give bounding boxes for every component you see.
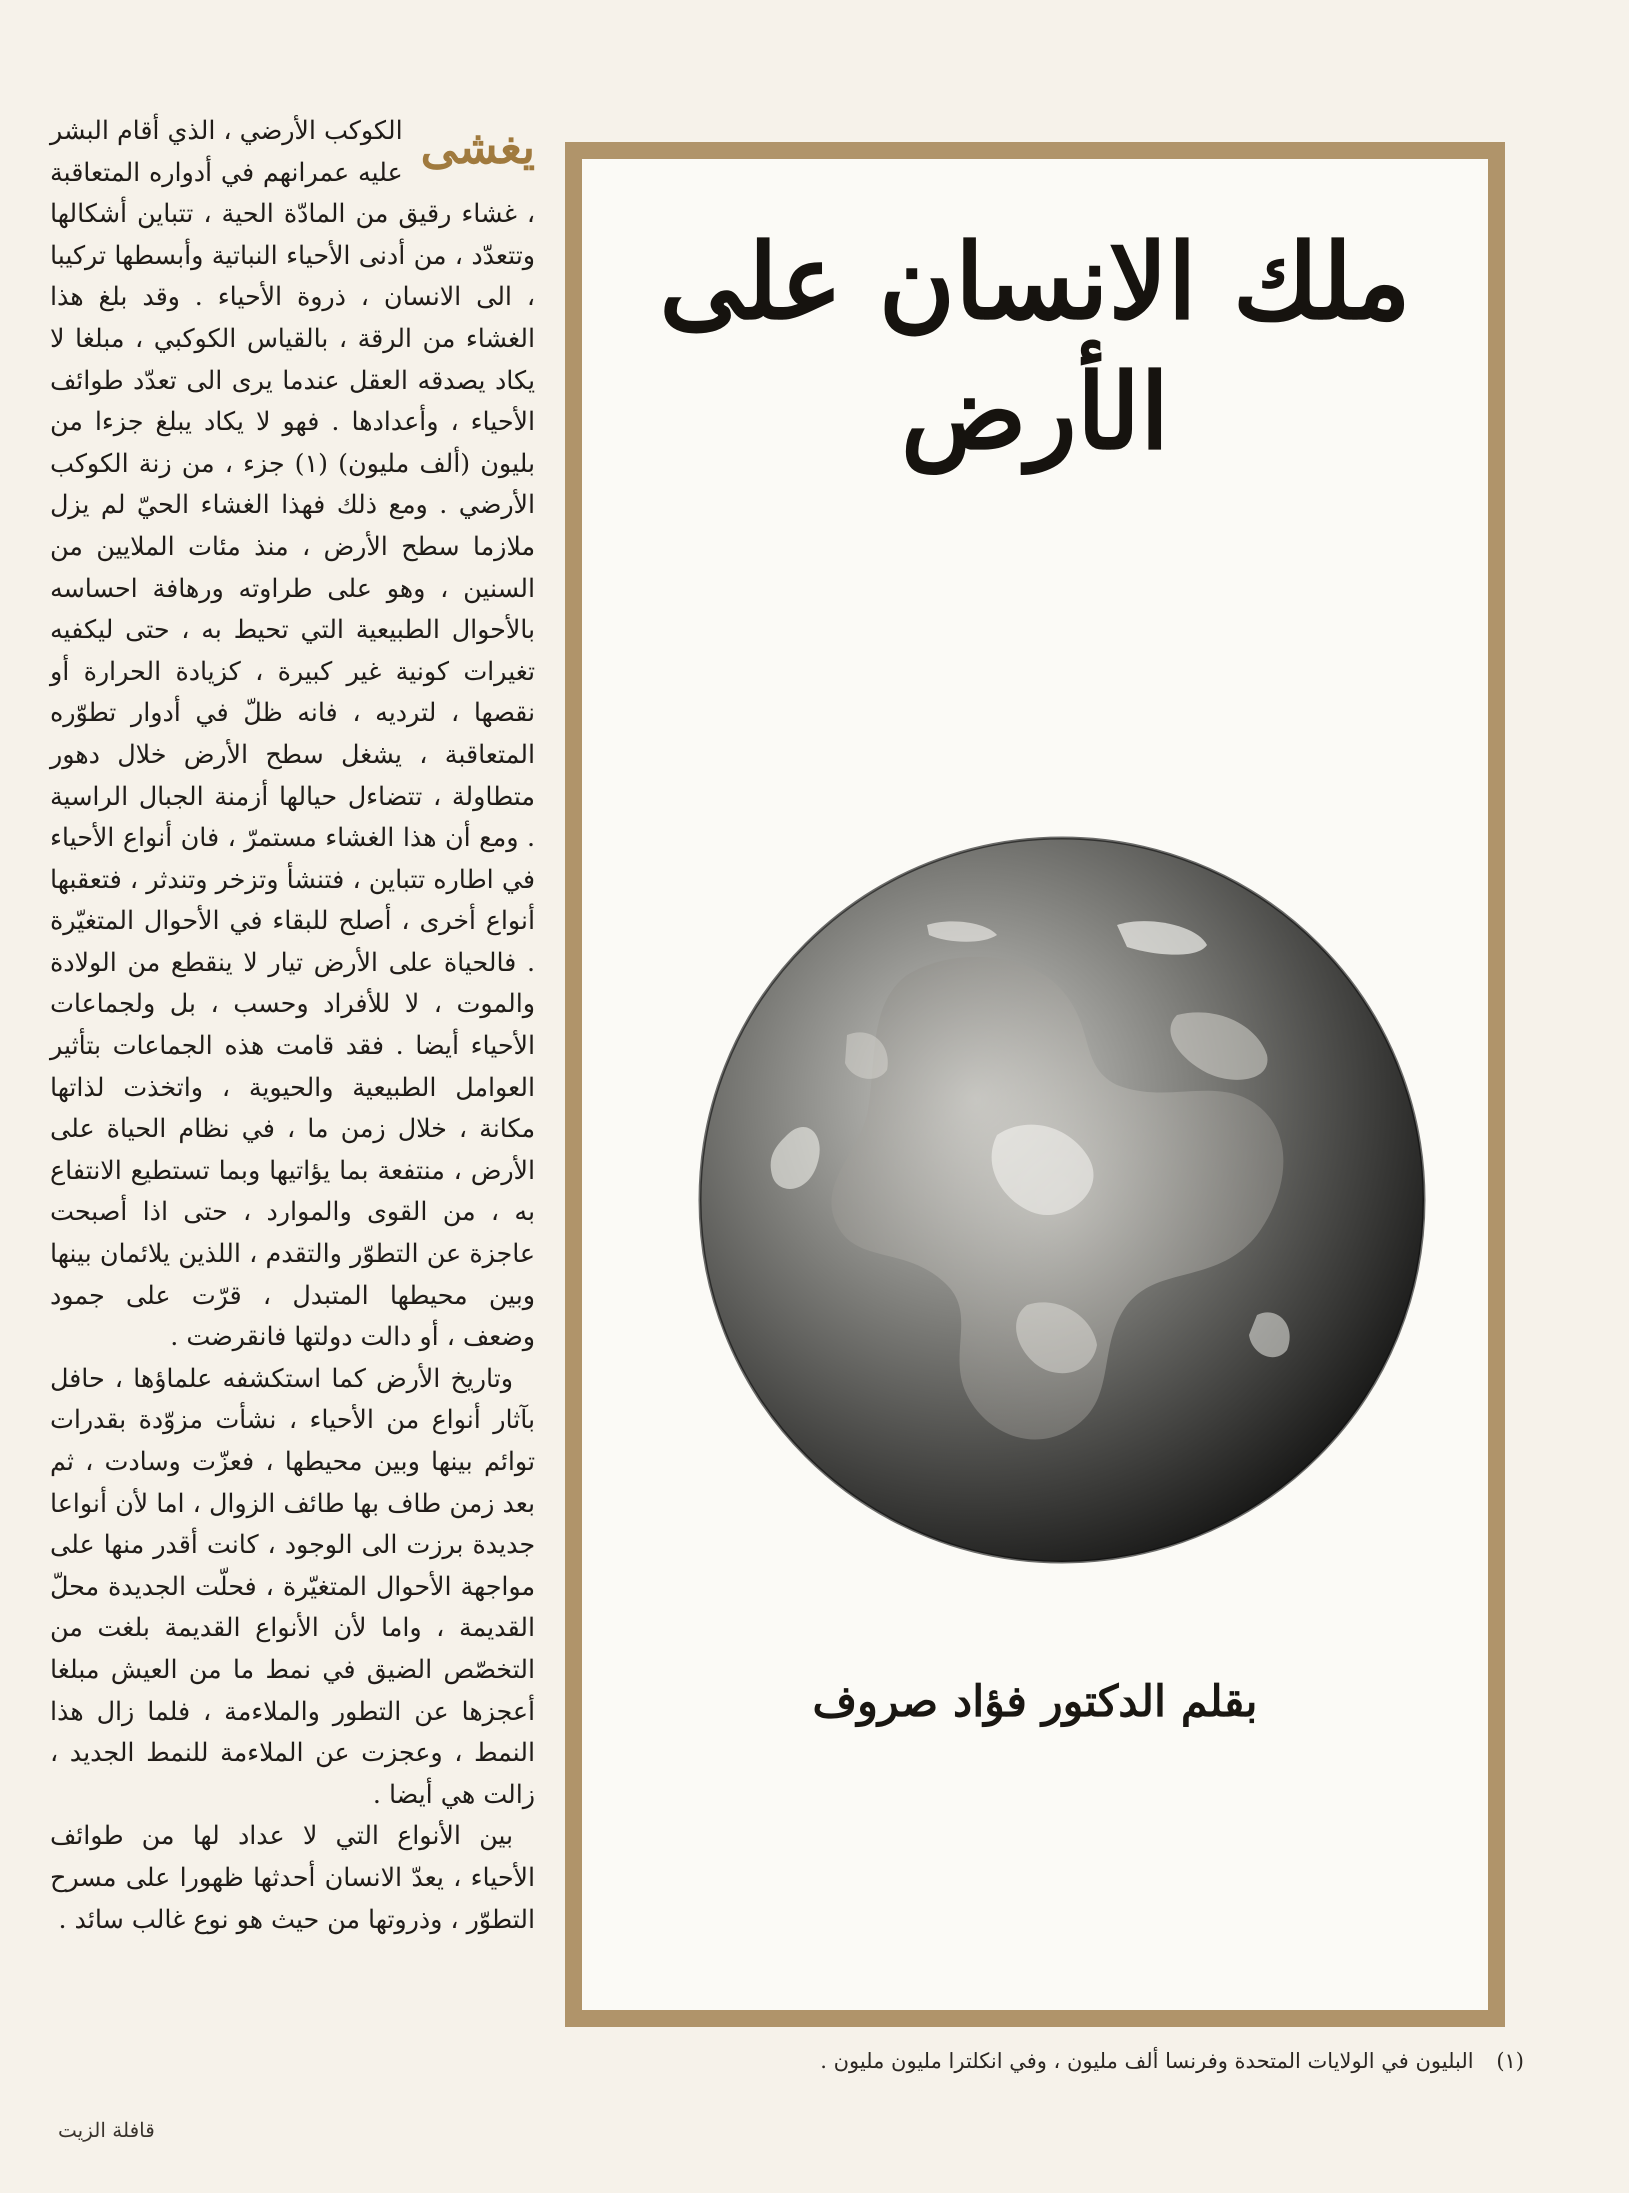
footnote-marker: (١) (1496, 2049, 1524, 2073)
paragraph-1: الكوكب الأرضي ، الذي أقام البشر عليه عمرانهم في أدواره المتعاقبة ، غشاء رقيق من المادّة الحية ، تتباين أشكالها وتتعدّد ، من أدنى الأحياء النباتية وأبسطها تركيبا ، الى الانسان ، ذروة الأحياء . وقد بلغ هذا الغشاء من الرقة ، بالقياس الكوكبي ، مبلغا لا يكاد يصدقه العقل عندما يرى الى تعدّد طوائف الأحياء ، وأعدادها . فهو لا يكاد يبلغ جزءا من بليون (ألف مليون) (١) جزء ، من زنة الكوكب الأرضي . ومع ذلك فهذا الغشاء الحيّ لم يزل ملازما سطح الأرض ، منذ مئات الملايين من السنين ، وهو على طراوته ورهافة احساسه بالأحوال الطبيعية التي تحيط به ، حتى ليكفيه تغيرات كونية غير كبيرة ، كزيادة الحرارة أو نقصها ، لترديه ، فانه ظلّ في أدوار تطوّره المتعاقبة ، يشغل سطح الأرض خلال دهور متطاولة ، تتضاءل حيالها أزمنة الجبال الراسية . ومع أن هذا الغشاء مستمرّ ، فان أنواع الأحياء في اطاره تتباين ، فتنشأ وتزخر وتندثر ، فتعقبها أنواع أخرى ، أصلح للبقاء في الأحوال المتغيّرة . فالحياة على الأرض تيار لا ينقطع من الولادة والموت ، لا للأفراد وحسب ، بل ولجماعات الأحياء أيضا . فقد قامت هذه الجماعات بتأثير العوامل الطبيعية والحيوية ، واتخذت لذاتها مكانة ، خلال زمن ما ، في نظام الحياة على الأرض ، منتفعة بما يؤاتيها وبما تستطيع الانتفاع به ، من القوى والموارد ، حتى اذا أصبحت عاجزة عن التطوّر والتقدم ، اللذين يلائمان بينها وبين محيطها المتبدل ، قرّت على جمود وضعف ، أو دالت دولتها فانقرضت . (50, 116, 535, 1352)
globe-icon (697, 835, 1427, 1565)
article-title: ملك الانسان على الأرض (659, 220, 1411, 473)
globe-illustration (697, 835, 1427, 1565)
article-byline: بقلم الدكتور فؤاد صروف (812, 1677, 1258, 1727)
magazine-footer: قافلة الزيت (58, 2118, 155, 2142)
footnote-text: البليون في الولايات المتحدة وفرنسا ألف مليون ، وفي انكلترا مليون مليون . (820, 2049, 1474, 2073)
feature-frame (565, 142, 1505, 2027)
lead-word: يغشى (420, 120, 535, 174)
paragraph-2: وتاريخ الأرض كما استكشفه علماؤها ، حافل بآثار أنواع من الأحياء ، نشأت مزوّدة بقدرات توائم بينها وبين محيطها ، فعزّت وسادت ، ثم بعد زمن طاف بها طائف الزوال ، اما لأن أنواعا جديدة برزت الى الوجود ، كانت أقدر منها على مواجهة الأحوال المتغيّرة ، فحلّت الجديدة محلّ القديمة ، واما لأن الأنواع القديمة بلغت من التخصّص الضيق في نمط ما من العيش مبلغا أعجزها عن التطور والملاءمة ، فلما زال هذا النمط ، وعجزت عن الملاءمة للنمط الجديد ، زالت هي أيضا . (50, 1363, 535, 1809)
article-body (50, 110, 535, 2045)
paragraph-3: بين الأنواع التي لا عداد لها من طوائف الأحياء ، يعدّ الانسان أحدثها ظهورا على مسرح التطوّر ، وذروتها من حيث هو نوع غالب سائد . (50, 1821, 535, 1934)
footnote (560, 2046, 1524, 2076)
